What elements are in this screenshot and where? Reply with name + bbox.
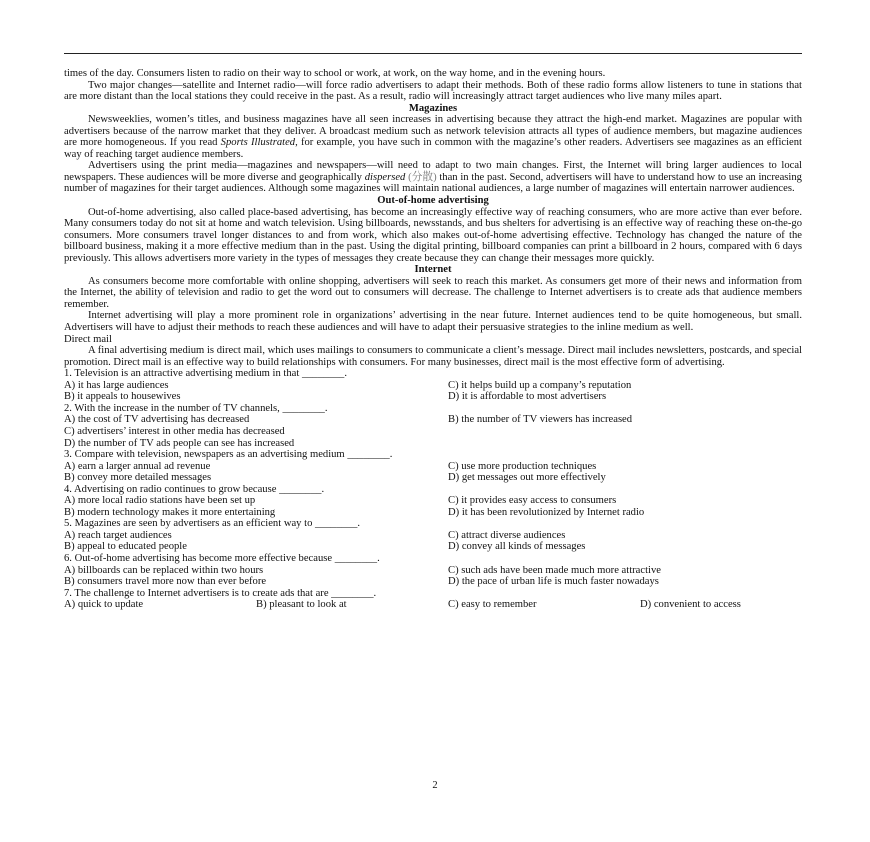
option-d: D) get messages out more effectively [448,472,606,484]
question-stem: 1. Television is an attractive advertising medium in that ________. [64,368,347,380]
option-b: B) pleasant to look at [256,599,347,611]
option-c: C) easy to remember [448,599,537,611]
option-a: A) quick to update [64,599,144,611]
option-c: C) advertisers’ interest in other media has decreased [64,425,285,437]
paragraph-magazines-2 [64,160,802,195]
option-a: A) earn a larger annual ad revenue [64,460,211,472]
text: , for example, you have such in common with the magazine’s other readers. Advertisers see magazines as an efficient way of reaching target audience members. [64,137,802,160]
option-row [64,380,802,392]
option-b: B) modern technology makes it more entertaining [64,506,276,518]
paragraph-internet-1: As consumers become more comfortable with online shopping, advertisers will seek to reach this market. As consumers get more of their news and information from the Internet, the ability of television and radio to get the word out to consumers will decrease. The challenge to Internet advertisers is to create ads that audience members remember. [64,275,802,310]
option-c: C) it helps build up a company’s reputation [448,379,632,391]
option-d: D) convenient to access [640,599,741,611]
option-c: C) it provides easy access to consumers [448,495,617,507]
option-row [64,438,802,450]
option-b: B) consumers travel more now than ever before [64,576,267,588]
option-c: C) use more production techniques [448,460,597,472]
paragraph-magazines-1 [64,114,802,160]
option-row [64,599,802,611]
option-b: B) it appeals to housewives [64,391,181,403]
heading-direct-mail: Direct mail [64,333,112,345]
header-rule [64,53,802,54]
option-row [64,472,802,484]
option-row [64,576,802,588]
paragraph-radio-1: times of the day. Consumers listen to radio on their way to school or work, at work, on the way home, and in the evening hours. [64,68,606,79]
option-a: A) more local radio stations have been set up [64,495,256,507]
option-row [64,426,802,438]
question-stem: 4. Advertising on radio continues to grow because ________. [64,483,325,495]
text: than in the past. Second, advertisers will have to understand how to use an increasing number of magazines for their target audiences. Although some magazines will maintain national audiences, a large number of magazines will entertain narrower audiences. [64,171,802,195]
heading-out-of-home: Out-of-home advertising [377,195,489,207]
magazine-title: Sports Illustrated [220,137,296,149]
chinese-gloss: (分散) [408,171,437,183]
option-a: A) the cost of TV advertising has decreased [64,414,250,426]
question-stem: 2. With the increase in the number of TV channels, ________. [64,402,328,414]
option-c: C) attract diverse audiences [448,529,566,541]
option-row [64,507,802,519]
option-a: A) it has large audiences [64,379,169,391]
option-a: A) reach target audiences [64,529,172,541]
option-row [64,541,802,553]
document-page [64,68,802,611]
heading-magazines: Magazines [408,102,458,114]
question-stem: 6. Out-of-home advertising has become more effective because ________. [64,552,380,564]
page-number: 2 [432,780,438,791]
option-row [64,565,802,577]
paragraph-radio-2: Two major changes—satellite and Internet radio—will force radio advertisers to adapt their methods. Both of these radio forms allow listeners to tune in stations that are more distant than the local stations they could receive in the past. As a result, radio will increasingly attract target audiences who live many miles apart. [64,79,802,103]
paragraph-out-of-home: Out-of-home advertising, also called place-based advertising, has become an increasingly effective way of reaching consumers, who are more active than ever before. Many consumers today do not sit at home and watch television. Using billboards, newsstands, and bus shelters for advertising is an effective way of reaching these on-the-go consumers. More consumers travel longer distances to and from work, which also makes out-of-home advertising effective. Technology has changed the nature of the billboard business, making it a more effective medium than in the past. Using the digital printing, billboard companies can print a billboard in 2 hours, compared with 6 days previously. This allows advertisers more variety in the types of messages they create because they can change their messages more quickly. [64,206,802,264]
option-row [64,414,802,426]
option-row [64,391,802,403]
paragraph-direct-mail: A final advertising medium is direct mail, which uses mailings to consumers to communicate a client’s message. Direct mail includes newsletters, postcards, and special promotion. Direct mail is an effective way to build relationships with consumers. For many businesses, direct mail is the most effective form of advertising. [64,345,802,368]
text: Newsweeklies, women’s titles, and business magazines have all seen increases in advertising because they attract the high-end market. Magazines are popular with advertisers because of the narrow market that they deliver. A broadcast medium such as network television attracts all types of audience members, but magazine audiences are more homogeneous. If you read [64,114,802,149]
option-a: A) billboards can be replaced within two hours [64,564,264,576]
option-b: B) the number of TV viewers has increased [448,414,633,426]
option-b: B) convey more detailed messages [64,472,212,484]
option-row [64,461,802,473]
question-stem: 3. Compare with television, newspapers as an advertising medium ________. [64,449,393,461]
question-stem: 5. Magazines are seen by advertisers as an efficient way to ________. [64,518,361,530]
option-d: D) convey all kinds of messages [448,541,586,553]
paragraph-internet-2: Internet advertising will play a more prominent role in organizations’ advertising in the near future. Internet audiences tend to be quite homogeneous, but small. Advertisers will have to adjust their methods to reach these audiences and will have to adapt their persuasive strategies to the inline medium as well. [64,310,802,334]
option-d: D) it is affordable to most advertisers [448,391,607,403]
option-row [64,530,802,542]
option-c: C) such ads have been made much more attractive [448,564,661,576]
option-row [64,495,802,507]
text: Advertisers using the print media—magazines and newspapers—will need to adapt to two main changes. First, the Internet will bring larger audiences to local newspapers. These audiences will be more diverse and geographically [64,160,802,183]
question-stem: 7. The challenge to Internet advertisers is to create ads that are ________. [64,587,377,599]
vocab-word: dispersed [364,171,406,183]
option-d: D) the pace of urban life is much faster nowadays [448,576,659,588]
option-b: B) appeal to educated people [64,541,187,553]
option-d: D) the number of TV ads people can see has increased [64,437,295,449]
heading-internet: Internet [414,264,452,276]
option-d: D) it has been revolutionized by Internet radio [448,506,645,518]
